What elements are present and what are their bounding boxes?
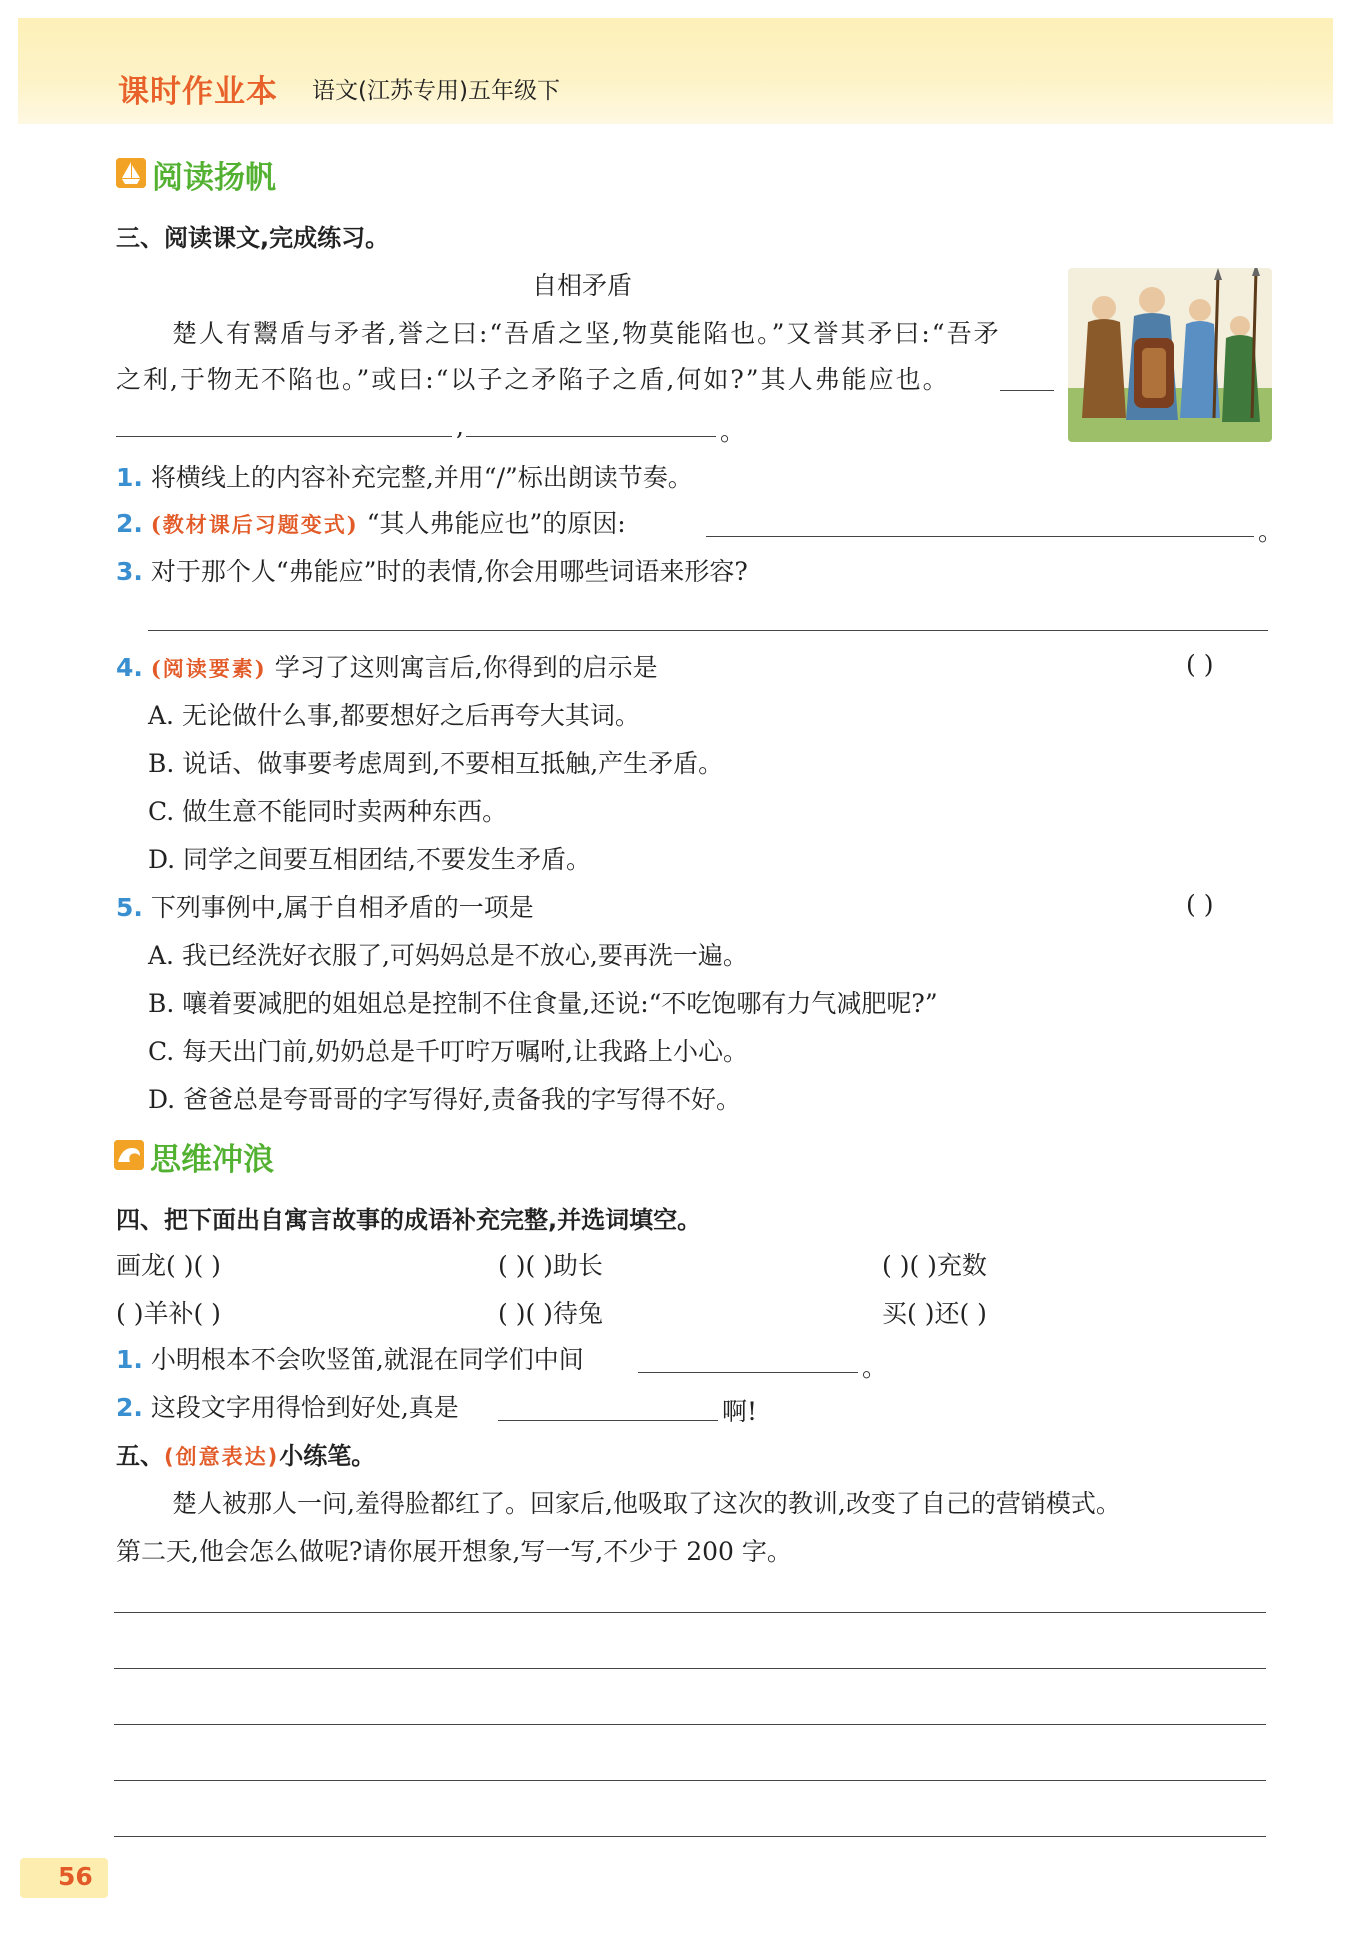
fill-line-item-2[interactable] bbox=[706, 536, 1254, 537]
item-tag: (创意表达) bbox=[164, 1445, 280, 1469]
idiom-2[interactable]: ( )( )助长 bbox=[498, 1251, 603, 1280]
question-3-item-1 bbox=[116, 458, 693, 494]
question-5-prefix: 五、 bbox=[116, 1442, 164, 1470]
item-text: 将横线上的内容补充完整,并用“/”标出朗读节奏。 bbox=[150, 463, 693, 492]
item-number: 5. bbox=[116, 893, 143, 922]
writing-line[interactable] bbox=[114, 1668, 1266, 1669]
section-heading-thinking: 思维冲浪 bbox=[150, 1142, 274, 1178]
item-tag: (阅读要素) bbox=[150, 656, 267, 681]
fill-line-passage-3[interactable] bbox=[466, 436, 716, 437]
section-heading-reading: 阅读扬帆 bbox=[152, 160, 276, 196]
question-5-title bbox=[116, 1436, 375, 1471]
fill-line-passage-1[interactable] bbox=[1000, 390, 1054, 391]
passage-title: 自相矛盾 bbox=[532, 271, 633, 300]
question-5-label: 小练笔。 bbox=[279, 1442, 376, 1470]
sail-icon bbox=[116, 158, 146, 188]
option-b[interactable]: B. 说话、做事要考虑周到,不要相互抵触,产生矛盾。 bbox=[148, 749, 724, 778]
fill-line-passage-2[interactable] bbox=[116, 436, 452, 437]
fill-line-sentence-1[interactable] bbox=[638, 1372, 858, 1373]
question-5-prompt-2: 第二天,他会怎么做呢?请你展开想象,写一写,不少于 200 字。 bbox=[116, 1537, 792, 1566]
idiom-3[interactable]: ( )( )充数 bbox=[882, 1251, 987, 1280]
item-text: 对于那个人“弗能应”时的表情,你会用哪些词语来形容? bbox=[150, 557, 748, 586]
writing-line[interactable] bbox=[114, 1612, 1266, 1613]
question-3-item-2 bbox=[116, 504, 626, 540]
writing-line[interactable] bbox=[114, 1780, 1266, 1781]
question-5-prompt-1: 楚人被那人一问,羞得脸都红了。回家后,他吸取了这次的教训,改变了自己的营销模式。 bbox=[172, 1489, 1121, 1518]
question-4-sentence-2 bbox=[116, 1388, 459, 1424]
item-text: “其人弗能应也”的原因: bbox=[366, 509, 626, 538]
sentence-1-end: 。 bbox=[862, 1353, 888, 1382]
sentence-2-end: 啊! bbox=[722, 1397, 758, 1426]
writing-line[interactable] bbox=[114, 1836, 1266, 1837]
illustration-figures bbox=[1068, 268, 1272, 442]
option-c[interactable]: C. 做生意不能同时卖两种东西。 bbox=[148, 797, 508, 826]
book-subtitle: 语文(江苏专用)五年级下 bbox=[312, 78, 560, 104]
idiom-4[interactable]: ( )羊补( ) bbox=[116, 1299, 221, 1328]
answer-paren-item-5[interactable]: ( ) bbox=[1186, 890, 1214, 919]
idiom-1[interactable]: 画龙( )( ) bbox=[116, 1251, 221, 1280]
idiom-6[interactable]: 买( )还( ) bbox=[882, 1299, 987, 1328]
passage-period: 。 bbox=[720, 417, 746, 446]
question-3-title: 三、阅读课文,完成练习。 bbox=[116, 224, 390, 252]
option-c[interactable]: C. 每天出门前,奶奶总是千叮咛万嘱咐,让我路上小心。 bbox=[148, 1037, 749, 1066]
passage-comma: , bbox=[456, 412, 464, 441]
question-4-sentence-1 bbox=[116, 1340, 584, 1376]
item-text: 下列事例中,属于自相矛盾的一项是 bbox=[150, 893, 534, 922]
fill-line-sentence-2[interactable] bbox=[498, 1420, 718, 1421]
option-b[interactable]: B. 嚷着要减肥的姐姐总是控制不住食量,还说:“不吃饱哪有力气减肥呢?” bbox=[148, 989, 938, 1018]
question-3-item-4 bbox=[116, 648, 658, 684]
question-4-title: 四、把下面出自寓言故事的成语补充完整,并选词填空。 bbox=[116, 1206, 702, 1234]
question-3-item-3 bbox=[116, 552, 748, 588]
item-number: 3. bbox=[116, 557, 143, 586]
book-title: 课时作业本 bbox=[118, 74, 278, 110]
fill-line-item-3[interactable] bbox=[148, 630, 1268, 631]
item-number: 1. bbox=[116, 1345, 143, 1374]
item-number: 2. bbox=[116, 1393, 143, 1422]
item-text: 小明根本不会吹竖笛,就混在同学们中间 bbox=[150, 1345, 584, 1374]
option-a[interactable]: A. 无论做什么事,都要想好之后再夸大其词。 bbox=[148, 701, 640, 730]
item-tag: (教材课后习题变式) bbox=[150, 512, 359, 537]
writing-line[interactable] bbox=[114, 1724, 1266, 1725]
passage-line-1: 楚人有鬻盾与矛者,誉之曰:“吾盾之坚,物莫能陷也。”又誉其矛曰:“吾矛 bbox=[172, 319, 1001, 348]
item-2-end: 。 bbox=[1258, 517, 1284, 546]
option-a[interactable]: A. 我已经洗好衣服了,可妈妈总是不放心,要再洗一遍。 bbox=[148, 941, 748, 970]
option-d[interactable]: D. 爸爸总是夸哥哥的字写得好,责备我的字写得不好。 bbox=[148, 1085, 741, 1114]
question-3-item-5 bbox=[116, 888, 534, 924]
passage-line-2: 之利,于物无不陷也。”或曰:“以子之矛陷子之盾,何如?”其人弗能应也。 bbox=[116, 365, 950, 394]
item-number: 1. bbox=[116, 463, 143, 492]
idiom-5[interactable]: ( )( )待兔 bbox=[498, 1299, 603, 1328]
answer-paren-item-4[interactable]: ( ) bbox=[1186, 650, 1214, 679]
item-text: 这段文字用得恰到好处,真是 bbox=[150, 1393, 459, 1422]
item-number: 4. bbox=[116, 653, 143, 682]
option-d[interactable]: D. 同学之间要互相团结,不要发生矛盾。 bbox=[148, 845, 591, 874]
wave-icon bbox=[114, 1140, 144, 1170]
item-text: 学习了这则寓言后,你得到的启示是 bbox=[274, 653, 658, 682]
item-number: 2. bbox=[116, 509, 143, 538]
page-number: 56 bbox=[58, 1862, 93, 1891]
